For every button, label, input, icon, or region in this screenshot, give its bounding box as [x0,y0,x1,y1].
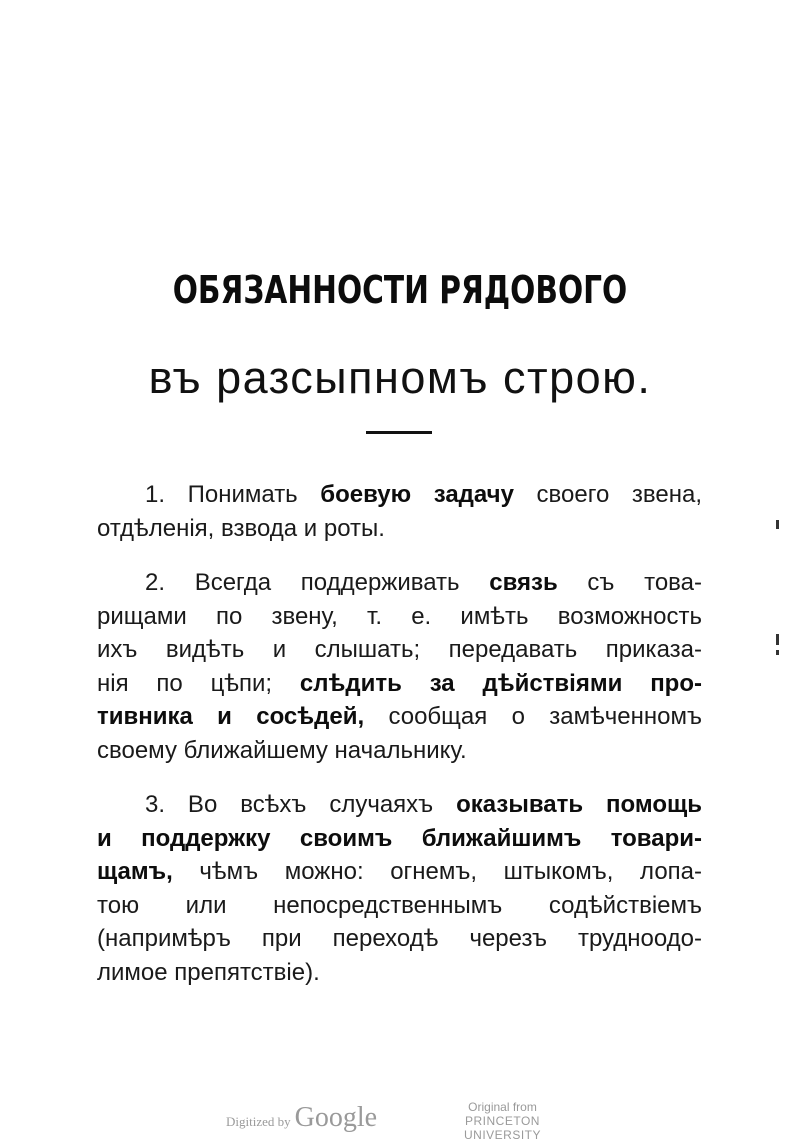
text-line [97,889,702,923]
digitized-by-watermark [226,1102,377,1134]
page-title: ОБЯЗАННОСТИ РЯДОВОГО [172,268,628,312]
original-from-label: Original from [468,1100,537,1114]
text-segment: чѣмъ можно: огнемъ, штыкомъ, лопа- [172,858,702,885]
text-segment: своему ближайшему начальнику. [97,736,467,764]
text-segment: своего звена, [513,481,702,508]
text-line [97,822,702,856]
text-segment: съ това- [557,569,702,596]
text-segment: лимое препятствіе). [97,958,320,986]
text-line [97,788,702,822]
text-line [97,700,702,734]
text-line [97,956,702,990]
text-line [97,633,702,667]
text-line [97,922,702,956]
text-segment: 2. Всегда поддерживать [145,569,490,596]
text-line [97,667,702,701]
text-segment: рищами по звену, т. е. имѣть возможность [97,602,702,630]
text-segment: (напримѣръ при переходѣ черезъ трудноодо- [97,925,702,952]
text-line [97,734,702,768]
divider-rule [366,431,432,434]
text-line [97,512,702,546]
text-segment: 3. Во всѣхъ случаяхъ [145,791,457,818]
text-line [97,855,702,889]
emphasized-text: связь [489,569,558,596]
emphasized-text: тивника и сосѣдей, [97,703,365,730]
emphasized-text: оказывать помощь [456,791,703,818]
duty-item-1 [97,478,702,545]
text-line [97,478,702,512]
google-logo: Google [294,1102,378,1133]
digitized-prefix: Digitized by [226,1114,291,1129]
margin-speck [776,520,779,529]
original-from-watermark [445,1100,560,1142]
institution-label: PRINCETON UNIVERSITY [463,1114,541,1142]
emphasized-text: слѣдить за дѣйствіями про- [299,669,702,697]
emphasized-text: и поддержку своимъ ближайшимъ товари- [97,824,702,852]
duty-item-3 [97,788,702,989]
text-segment: нія по цѣпи; [97,669,300,697]
text-line [97,566,702,600]
text-segment: отдѣленія, взвода и роты. [97,514,385,542]
margin-speck [776,634,779,645]
text-line [97,600,702,634]
page-subtitle: въ разсыпномъ строю. [148,352,652,403]
text-segment: ихъ видѣть и слышать; передавать приказа- [97,636,702,663]
duty-item-2 [97,566,702,767]
text-segment: сообщая о замѣченномъ [364,703,702,730]
emphasized-text: боевую задачу [320,481,514,508]
text-segment: тою или непосредственнымъ содѣйствіемъ [97,891,702,919]
emphasized-text: щамъ, [97,858,173,885]
text-segment: 1. Понимать [145,481,321,508]
margin-speck [776,650,779,655]
